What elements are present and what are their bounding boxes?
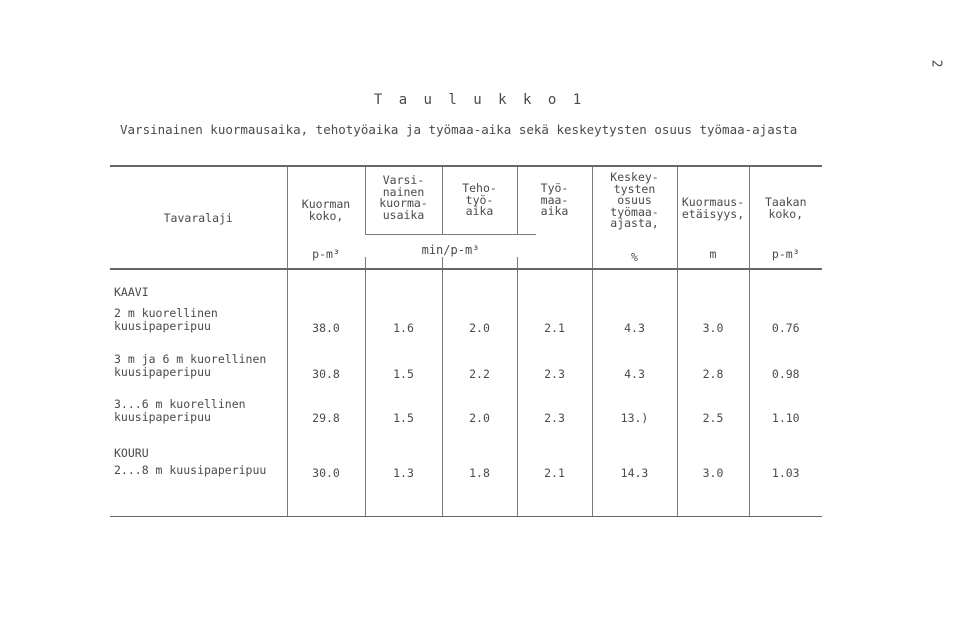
cell: 2.0: [442, 389, 517, 433]
cell: 2.2: [442, 345, 517, 389]
unit-taakan: p-m³: [771, 247, 800, 261]
header-taakan-koko: Taakan koko, p-m³: [749, 166, 822, 269]
cell: 0.76: [749, 299, 822, 345]
table-row: [110, 389, 822, 433]
cell: 29.8: [287, 389, 365, 433]
unit-keskeytys: %: [631, 250, 638, 264]
cell: 1.5: [365, 345, 442, 389]
unit-min-per-m3: min/p-m³: [365, 234, 536, 257]
table-row: [110, 345, 822, 389]
cell: 2.0: [442, 299, 517, 345]
cell: 1.3: [365, 460, 442, 517]
table-row: [110, 460, 822, 517]
unit-etaisyys: m: [709, 247, 717, 261]
table-caption: Varsinainen kuormausaika, tehotyöaika ja työmaa-aika sekä keskeytysten osuus työmaa-ajasta: [120, 122, 798, 137]
cell: 1.5: [365, 389, 442, 433]
section-row: [110, 269, 822, 299]
cell: 2.3: [517, 345, 592, 389]
section-row: [110, 433, 822, 460]
unit-kuorman: p-m³: [312, 247, 340, 261]
section-label: KOURU: [114, 446, 149, 460]
cell: 2.1: [517, 299, 592, 345]
cell: 14.3: [592, 460, 677, 517]
row-label: 3 m ja 6 m kuorellinen kuusipaperipuu: [114, 352, 267, 379]
cell: 4.3: [592, 299, 677, 345]
cell: 1.10: [749, 389, 822, 433]
cell: 2.5: [677, 389, 749, 433]
cell: 1.8: [442, 460, 517, 517]
cell: 38.0: [287, 299, 365, 345]
row-label: 2 m kuorellinen kuusipaperipuu: [114, 306, 218, 333]
table-row: [110, 299, 822, 345]
cell: 4.3: [592, 345, 677, 389]
cell: 30.0: [287, 460, 365, 517]
header-kuormausetaisyys: Kuormaus- etäisyys, m: [677, 166, 749, 269]
row-label: 3...6 m kuorellinen kuusipaperipuu: [114, 397, 246, 424]
header-tehotyoaika: Teho- työ- aika: [442, 166, 517, 269]
header-tyomaa-aika: Työ- maa- aika: [517, 166, 592, 269]
header-tavaralaji: Tavaralaji: [110, 166, 287, 269]
row-label: 2...8 m kuusipaperipuu: [110, 460, 287, 517]
header-kuorman-koko: Kuorman koko, p-m³: [287, 166, 365, 269]
cell: 2.1: [517, 460, 592, 517]
table-title: T a u l u k k o 1: [373, 92, 586, 108]
cell: 2.3: [517, 389, 592, 433]
page-number: 2: [928, 59, 944, 68]
data-table: [110, 165, 822, 517]
cell: 1.03: [749, 460, 822, 517]
cell: 0.98: [749, 345, 822, 389]
header-keskeytys: Keskey- tysten osuus työmaa- ajasta, %: [592, 166, 677, 269]
cell: 30.8: [287, 345, 365, 389]
cell: 3.0: [677, 299, 749, 345]
cell: 3.0: [677, 460, 749, 517]
header-varsinainen: Varsi- nainen kuorma- usaika: [365, 166, 442, 269]
section-label: KAAVI: [114, 285, 149, 299]
cell: 13.): [592, 389, 677, 433]
cell: 2.8: [677, 345, 749, 389]
cell: 1.6: [365, 299, 442, 345]
